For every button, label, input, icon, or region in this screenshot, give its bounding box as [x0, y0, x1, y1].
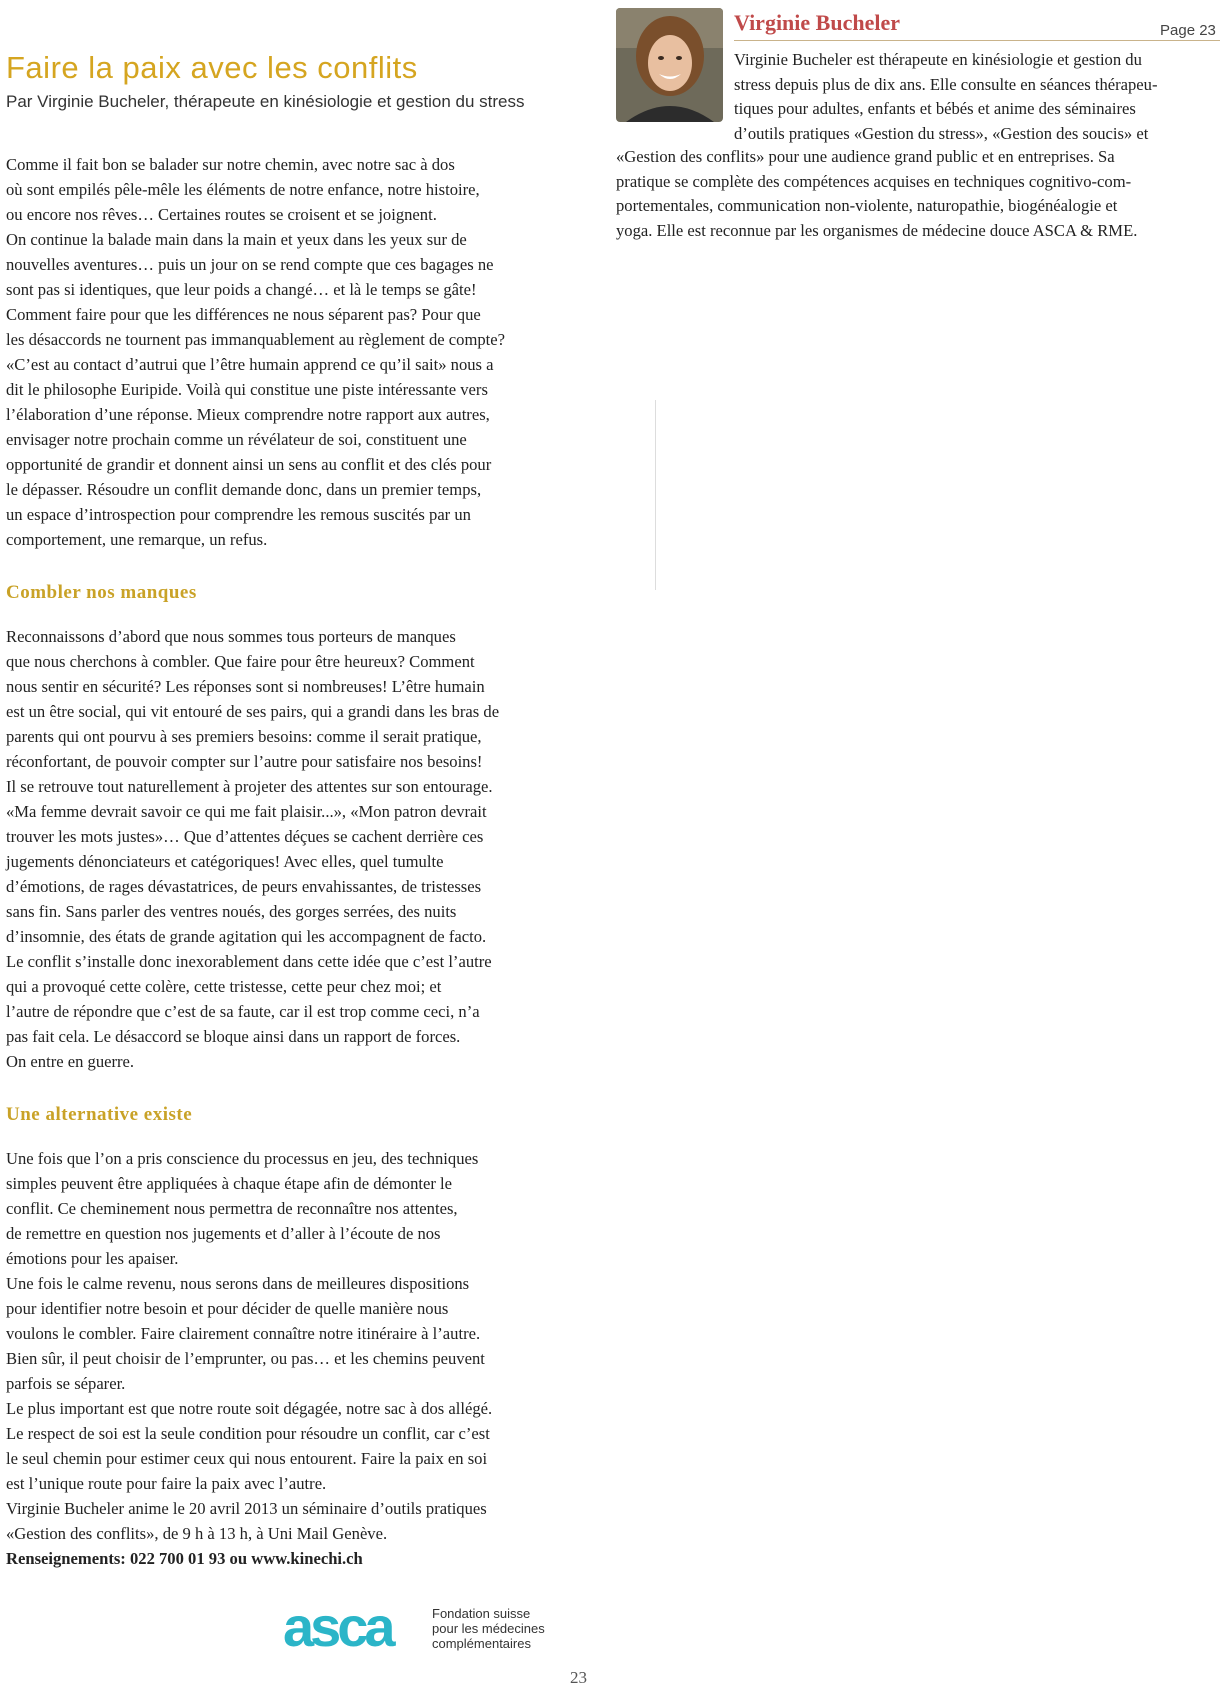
page-label: Page 23	[1160, 22, 1216, 39]
asca-logo	[283, 1602, 421, 1654]
footer-page-number: 23	[570, 1668, 587, 1687]
article-title: Faire la paix avec les conflits	[6, 50, 418, 85]
author-name: Virginie Bucheler	[734, 10, 900, 35]
author-bio-bottom	[616, 145, 1220, 243]
author-bio-text-bottom: «Gestion des conflits» pour une audience grand public et en entreprises. Sa pratique se complète des compétences acquises en techniques cognitivo-com- portementales, communication non-violente, naturopathie, biogénéalogie et yoga. Elle est reconnue par les organismes de médecine douce ASCA & RME.	[616, 147, 1138, 240]
author-bio-text-top: Virginie Bucheler est thérapeute en kinésiologie et gestion du stress depuis plus de dix ans. Elle consulte en séances thérapeu- tiques pour adultes, enfants et bébés et anime des séminaires d’outils pratiques «Gestion du stress», «Gestion des soucis» et	[734, 50, 1158, 143]
contact-info: Renseignements: 022 700 01 93 ou www.kinechi.ch	[6, 1549, 363, 1568]
section-heading-alternative: Une alternative existe	[6, 1104, 193, 1125]
article-column	[6, 50, 586, 1571]
section-body-manques: Reconnaissons d’abord que nous sommes tous porteurs de manques que nous cherchons à combler. Que faire pour être heureux? Comment nous sentir en sécurité? Les réponses sont si nombreuses! L’être humain est un être social, qui vit entouré de ses pairs, qui a grandi dans les bras de parents qui ont pourvu à ses premiers besoins: comme il serait pratique, réconfortant, de pouvoir compter sur l’autre pour satisfaire nos besoins! Il se retrouve tout naturellement à projeter des attentes sur son entourage. «Ma femme devrait savoir ce qui me fait plaisir...», «Mon patron devrait trouver les mots justes»… Que d’attentes déçues se cachent derrière ces jugements dénonciateurs et catégoriques! Avec elles, quel tumulte d’émotions, de rages dévastatrices, de peurs envahissantes, de tristesses sans fin. Sans parler des ventres noués, des gorges serrées, des nuits d’insomnie, des états de grande agitation qui les accompagnent de facto. Le conflit s’installe donc inexorablement dans cette idée que c’est l’autre qui a provoqué cette colère, cette tristesse, cette peur chez moi; et l’autre de répondre que c’est de sa faute, car il est trop comme ceci, n’a pas fait cela. Le désaccord se bloque ainsi dans un rapport de forces. On entre en guerre.	[6, 627, 500, 1071]
scan-artifact	[655, 400, 656, 590]
author-bio-top	[734, 48, 1220, 146]
article-intro: Comme il fait bon se balader sur notre chemin, avec notre sac à dos où sont empilés pêle-mêle les éléments de notre enfance, notre histoire, ou encore nos rêves… Certaines routes se croisent et se joignent. On continue la balade main dans la main et yeux dans les yeux sur de nouvelles aventures… puis un jour on se rend compte que ces bagages ne sont pas si identiques, que leur poids a changé… et là le temps se gâte! Comment faire pour que les différences ne nous séparent pas? Pour que les désaccords ne tournent pas immanquablement au règlement de compte? «C’est au contact d’autrui que l’être humain apprend ce qu’il sait» nous a dit le philosophe Euripide. Voilà qui constitue une piste intéressante vers l’élaboration d’une réponse. Mieux comprendre notre rapport aux autres, envisager notre prochain comme un révélateur de soi, constituent une opportunité de grandir et donnent ainsi un sens au conflit et des clés pour le dépasser. Résoudre un conflit demande donc, dans un premier temps, un espace d’introspection pour comprendre les remous suscités par un comportement, une remarque, un refus.	[6, 155, 506, 549]
section-body-alternative: Une fois que l’on a pris conscience du processus en jeu, des techniques simples peuvent être appliquées à chaque étape afin de démonter le conflit. Ce cheminement nous permettra de reconnaître nos attentes, de remettre en question nos jugements et d’aller à l’écoute de nos émotions pour les apaiser. Une fois le calme revenu, nous serons dans de meilleures dispositions pour identifier notre besoin et pour décider de quelle manière nous voulons le combler. Faire clairement connaître notre itinéraire à l’autre. Bien sûr, il peut choisir de l’emprunter, ou pas… et les chemins peuvent parfois se séparer. Le plus important est que notre route soit dégagée, notre sac à dos allégé. Le respect de soi est la seule condition pour résoudre un conflit, car c’est le seul chemin pour estimer ceux qui nous entourent. Faire la paix en soi est l’unique route pour faire la paix avec l’autre. Virginie Bucheler anime le 20 avril 2013 un séminaire d’outils pratiques «Gestion des conflits», de 9 h à 13 h, à Uni Mail Genève.	[6, 1149, 493, 1543]
asca-caption: Fondation suisse pour les médecines complémentaires	[432, 1606, 545, 1651]
asca-logo-text: asca	[283, 1602, 392, 1654]
article-subtitle: Par Virginie Bucheler, thérapeute en kinésiologie et gestion du stress	[6, 92, 525, 111]
author-portrait	[616, 8, 723, 122]
author-divider	[734, 40, 1220, 41]
section-heading-manques: Combler nos manques	[6, 582, 197, 603]
